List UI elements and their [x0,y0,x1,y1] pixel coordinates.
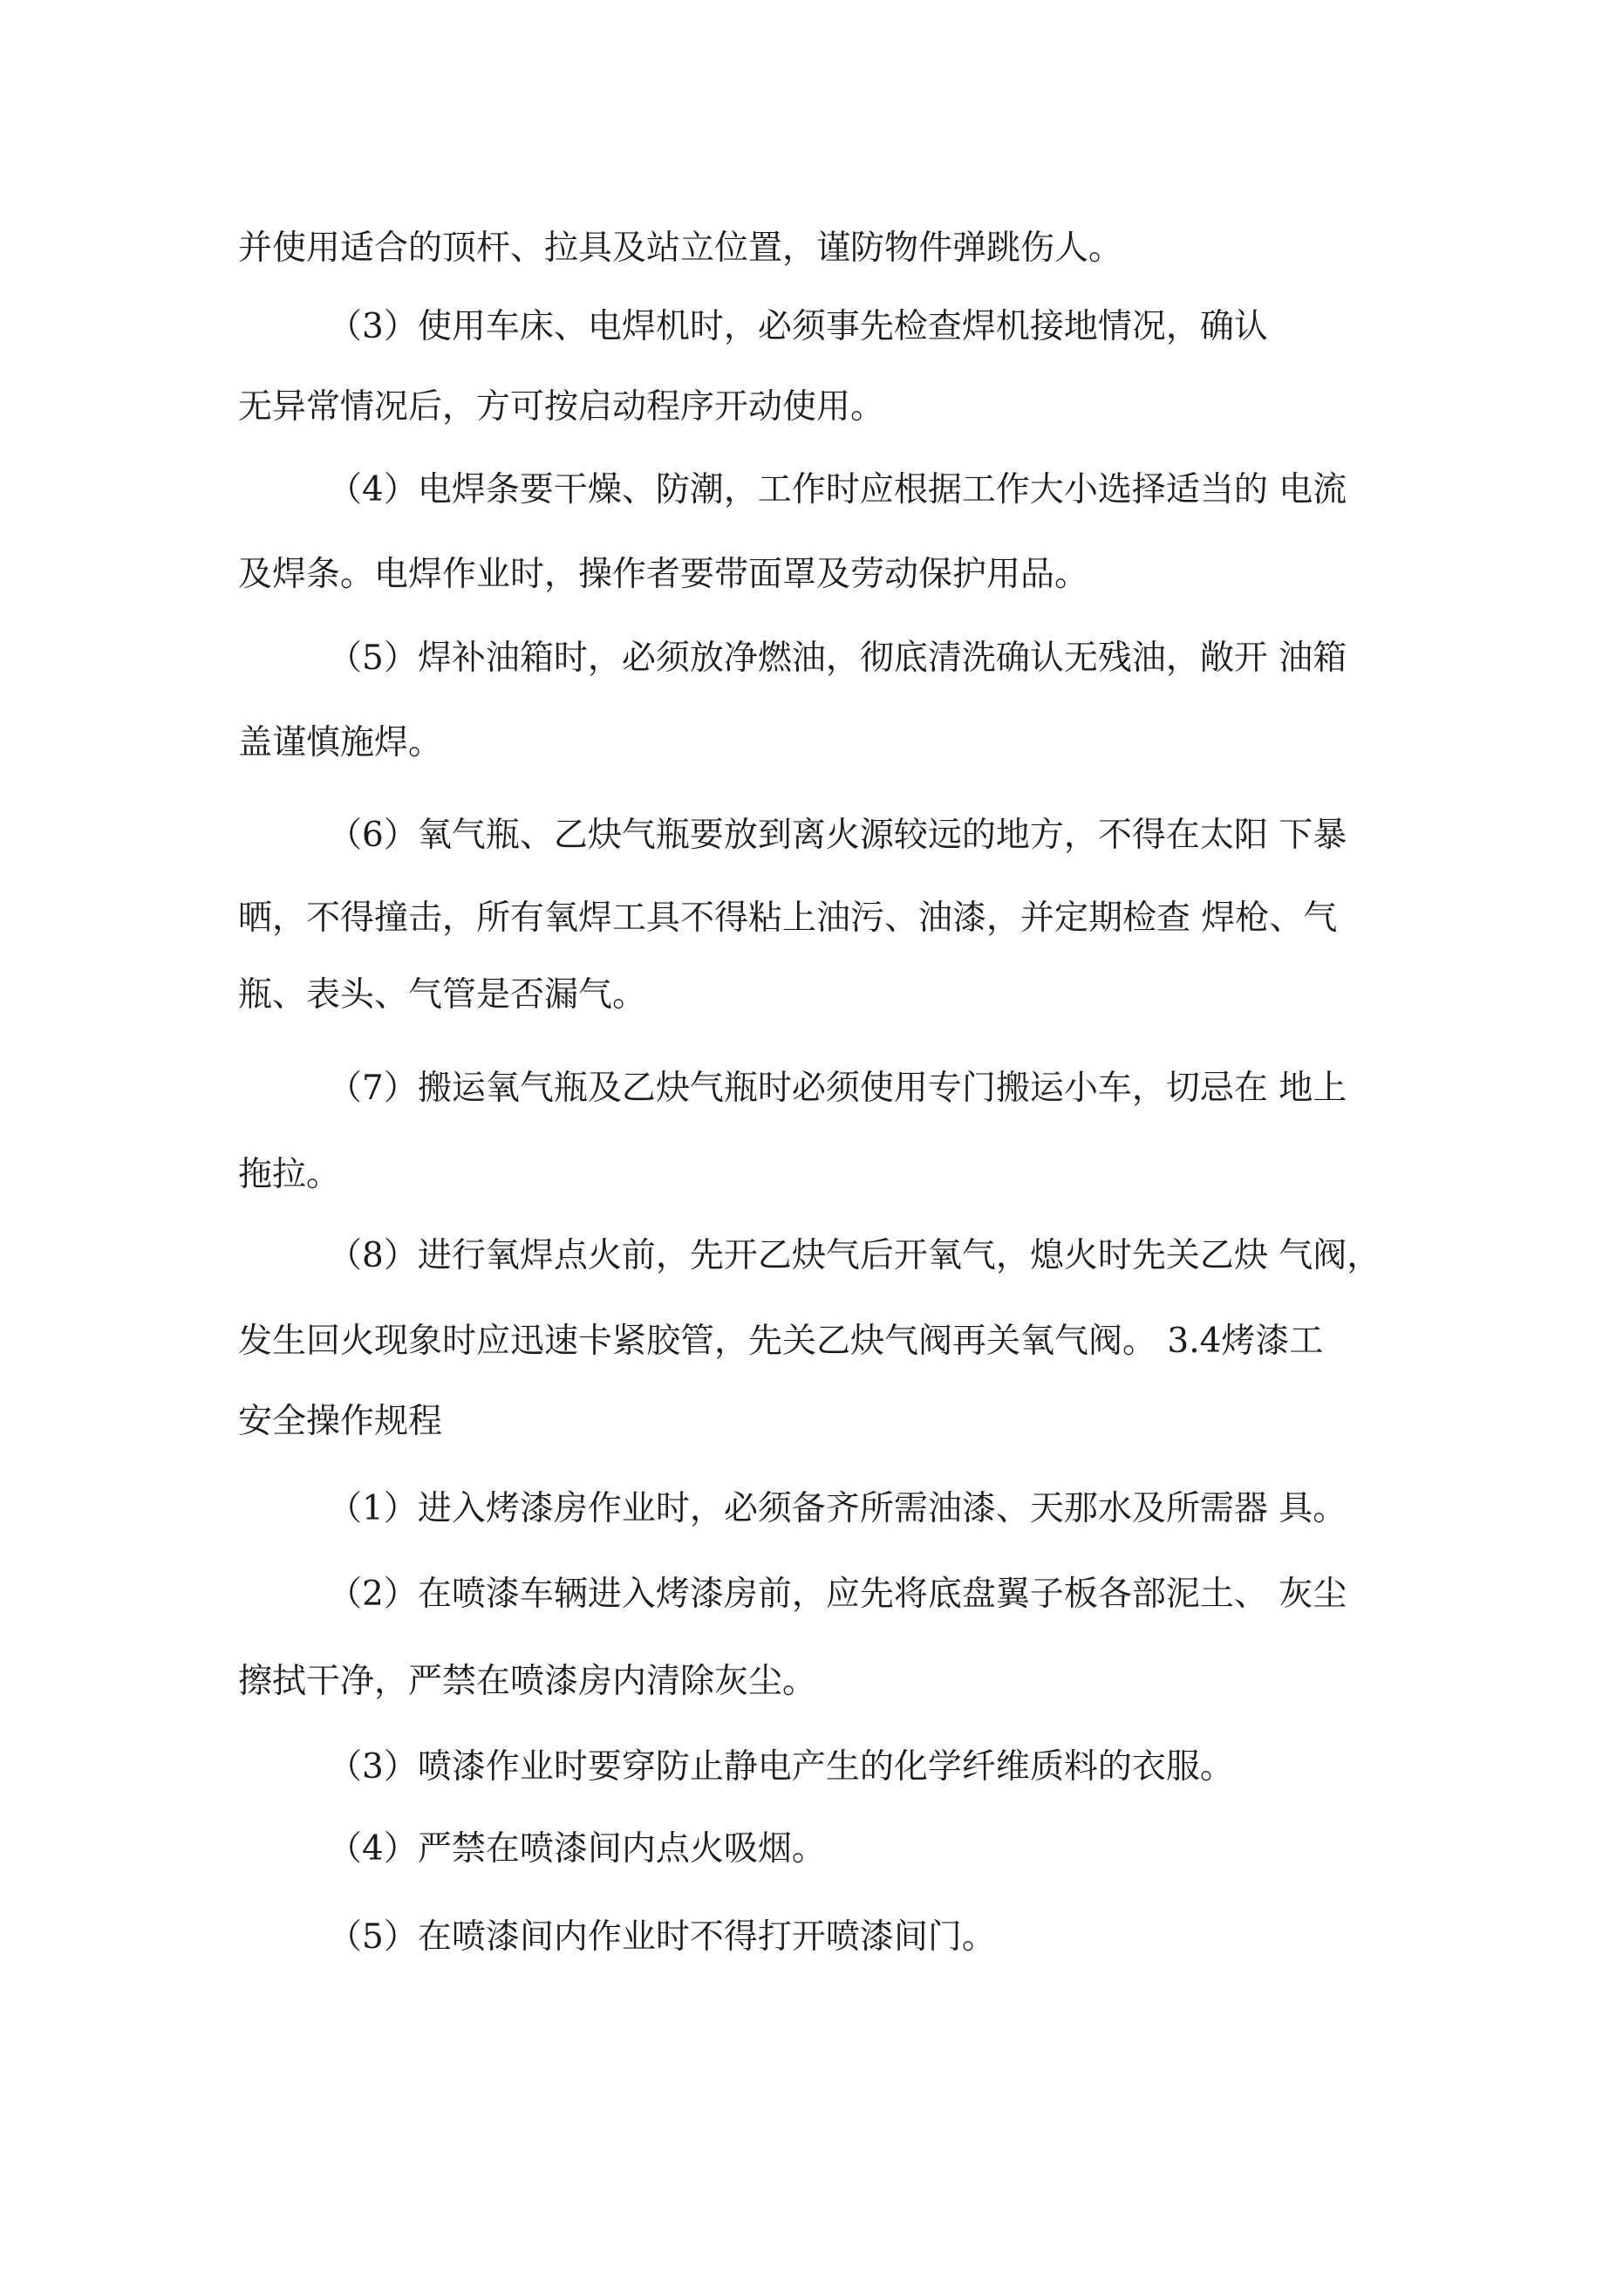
text-line: 并使用适合的顶杆、拉具及站立位置，谨防物件弹跳伤人。 [238,229,1123,268]
text-line: （5）焊补油箱时，必须放净燃油，彻底清洗确认无残油，敞开 油箱 [328,639,1347,678]
text-line: （6）氧气瓶、乙炔气瓶要放到离火源较远的地方，不得在太阳 下暴 [328,816,1347,855]
text-line: 无异常情况后，方可按启动程序开动使用。 [238,387,885,427]
text-line: 瓶、表头、气管是否漏气。 [238,975,647,1015]
text-line: （3）使用车床、电焊机时，必须事先检查焊机接地情况，确认 [328,307,1268,346]
text-line: （3）喷漆作业时要穿防止静电产生的化学纤维质料的衣服。 [328,1747,1234,1787]
text-line: 擦拭干净，严禁在喷漆房内清除灰尘。 [238,1662,817,1701]
text-line: 安全操作规程 [238,1402,443,1441]
text-line: （7）搬运氧气瓶及乙炔气瓶时必须使用专门搬运小车，切忌在 地上 [328,1069,1347,1108]
text-line: 及焊条。电焊作业时，操作者要带面罩及劳动保护用品。 [238,555,1089,594]
text-line: 盖谨慎施焊。 [238,723,443,762]
text-line: （5）在喷漆间内作业时不得打开喷漆间门。 [328,1917,996,1957]
text-line: （4）电焊条要干燥、防潮，工作时应根据工作大小选择适当的 电流 [328,470,1347,509]
text-line: （8）进行氧焊点火前，先开乙炔气后开氧气，熄火时先关乙炔 气阀， [328,1236,1381,1275]
text-line: （1）进入烤漆房作业时，必须备齐所需油漆、天那水及所需器 具。 [328,1489,1347,1528]
text-line: 发生回火现象时应迅速卡紧胶管，先关乙炔气阀再关氧气阀。 3.4烤漆工 [238,1322,1324,1361]
text-line: 晒，不得撞击，所有氧焊工具不得粘上油污、油漆，并定期检查 焊枪、气 [238,899,1338,938]
text-line: 拖拉。 [238,1155,341,1194]
text-line: （4）严禁在喷漆间内点火吸烟。 [328,1829,826,1869]
text-line: （2）在喷漆车辆进入烤漆房前，应先将底盘翼子板各部泥土、 灰尘 [328,1575,1347,1614]
